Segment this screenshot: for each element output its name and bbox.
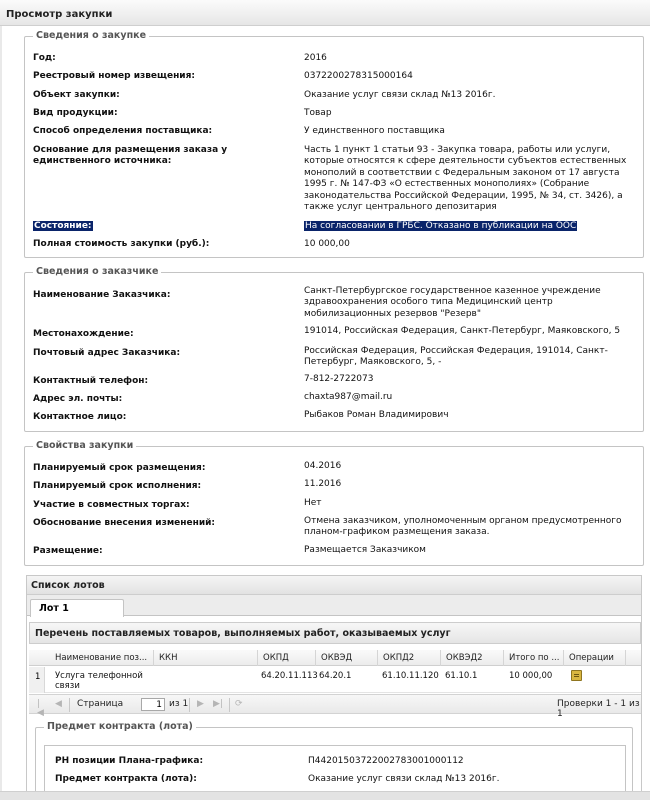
label-postal-address: Почтовый адрес Заказчика: [33,348,181,358]
label-planned-execution: Планируемый срок исполнения: [33,481,202,491]
label-phone: Контактный телефон: [33,376,149,386]
label-email: Адрес эл. почты: [33,394,123,404]
value-total-cost: 10 000,00 [304,239,350,249]
contract-subject-legend: Предмет контракта (лота) [44,721,196,732]
label-basis: Основание для размещения заказа у единственного источника: [33,145,228,166]
pager-summary: Проверки 1 - 1 из 1 [557,699,640,719]
cell-okpd2: 61.10.11.120 [382,671,439,681]
value-customer-name: Санкт-Петербургское государственное казенное учреждение здравоохранения особого типа Медицинский центр мобилизационных резервов "Резерв" [304,286,601,319]
value-contract-subject: Оказание услуг связи склад №13 2016г. [308,774,500,784]
label-product-type: Вид продукции: [33,108,118,118]
cell-name: Услуга телефонной связи [55,671,143,691]
cell-total: 10 000,00 [509,671,553,681]
col-header-okpd[interactable]: ОКПД [263,653,289,663]
lots-panel [26,575,642,800]
label-supplier-method: Способ определения поставщика: [33,126,213,136]
page-label: Страница [77,699,124,709]
value-email: chaxta987@mail.ru [304,392,393,402]
value-state: На согласовании в ГРБС. Отказано в публикации на ООС [305,221,577,231]
col-header-okved2[interactable]: ОКВЭД2 [446,653,483,663]
window-title: Просмотр закупки [6,9,113,20]
value-contact-person: Рыбаков Роман Владимирович [304,410,449,420]
label-total-cost: Полная стоимость закупки (руб.): [33,239,210,249]
label-registry-number: Реестровый номер извещения: [33,71,195,81]
value-planned-placement: 04.2016 [304,461,342,471]
tab-lot-1[interactable] [30,599,124,617]
label-joint-bidding: Участие в совместных торгах: [33,500,190,510]
lots-tabbar [27,595,641,616]
label-contract-subject: Предмет контракта (лота): [55,774,197,784]
cell-okved: 64.20.1 [319,671,352,681]
customer-info-legend: Сведения о заказчике [33,266,161,277]
label-plan-position: РН позиции Плана-графика: [55,756,204,766]
col-header-operations[interactable]: Операции [569,653,614,663]
items-grid-title [29,622,641,644]
value-placement: Размещается Заказчиком [304,545,426,555]
col-header-okpd2[interactable]: ОКПД2 [383,653,415,663]
value-registry-number: 0372200278315000164 [304,71,413,81]
window-header [0,0,650,26]
label-location: Местонахождение: [33,329,134,339]
cell-okpd: 64.20.11.113 [261,671,318,681]
value-supplier-method: У единственного поставщика [304,126,445,136]
refresh-icon[interactable]: ⟳ [235,699,243,709]
value-joint-bidding: Нет [304,498,322,508]
label-year: Год: [33,53,56,63]
value-basis: Часть 1 пункт 1 статьи 93 - Закупка товара, работы или услуги, которые относятся к сфере деятельности субъектов естественных монополий в соответствии с Федеральным законом от 17 августа 1995 г. № 147-ФЗ «О естественных монополиях» (Собрание законодательства Российской Федерации, 1995, № 34, ст. 3426), а также услуг центрального депозитария [304,145,627,213]
tab-lot-1-label: Лот 1 [39,603,69,614]
page-of-label: из 1 [169,699,189,709]
label-planned-placement: Планируемый срок размещения: [33,463,206,473]
value-phone: 7-812-2722073 [304,374,374,384]
items-grid-header [29,650,641,666]
lots-title: Список лотов [31,580,105,591]
label-customer-name: Наименование Заказчика: [33,290,171,300]
value-change-reason: Отмена заказчиком, уполномоченным органом предусмотренного планом-графиком размещения заказа. [304,516,622,538]
row-number-cell [29,667,45,693]
last-page-icon[interactable]: ▶| [213,699,223,709]
left-border [0,26,2,800]
cell-okved2: 61.10.1 [445,671,478,681]
value-location: 191014, Российская Федерация, Санкт-Петербург, Маяковского, 5 [304,326,621,336]
value-postal-address: Российская Федерация, Российская Федерация, 191014, Санкт-Петербург, Маяковского, 5, - [304,346,608,368]
page-number-input[interactable] [141,698,165,711]
row-number: 1 [35,672,41,682]
next-page-icon[interactable]: ▶ [197,699,204,709]
purchase-props-legend: Свойства закупки [33,440,136,451]
label-change-reason: Обоснование внесения изменений: [33,518,216,528]
value-product-type: Товар [304,108,332,118]
col-header-total[interactable]: Итого по ... [509,653,560,663]
col-header-okved[interactable]: ОКВЭД [321,653,353,663]
label-state: Состояние: [34,221,92,231]
horizontal-scrollbar[interactable] [0,791,650,800]
value-object: Оказание услуг связи склад №13 2016г. [304,90,496,100]
col-header-name[interactable]: Наименование поз... [55,653,148,663]
value-plan-position: П44201503722002783001000112 [308,756,464,766]
first-page-icon[interactable]: |◀ [37,699,44,718]
items-grid-title-text: Перечень поставляемых товаров, выполняемых работ, оказываемых услуг [35,628,451,639]
table-row[interactable] [29,667,641,693]
value-year: 2016 [304,53,327,63]
label-contact-person: Контактное лицо: [33,412,127,422]
prev-page-icon[interactable]: ◀ [55,699,62,709]
edit-doc-icon[interactable] [571,670,582,681]
grid-pager [29,694,641,719]
value-planned-execution: 11.2016 [304,479,342,489]
purchase-info-legend: Сведения о закупке [33,30,149,41]
col-header-kkn[interactable]: ККН [159,653,178,663]
label-placement: Размещение: [33,546,103,556]
label-object: Объект закупки: [33,90,120,100]
lots-header [27,576,641,595]
